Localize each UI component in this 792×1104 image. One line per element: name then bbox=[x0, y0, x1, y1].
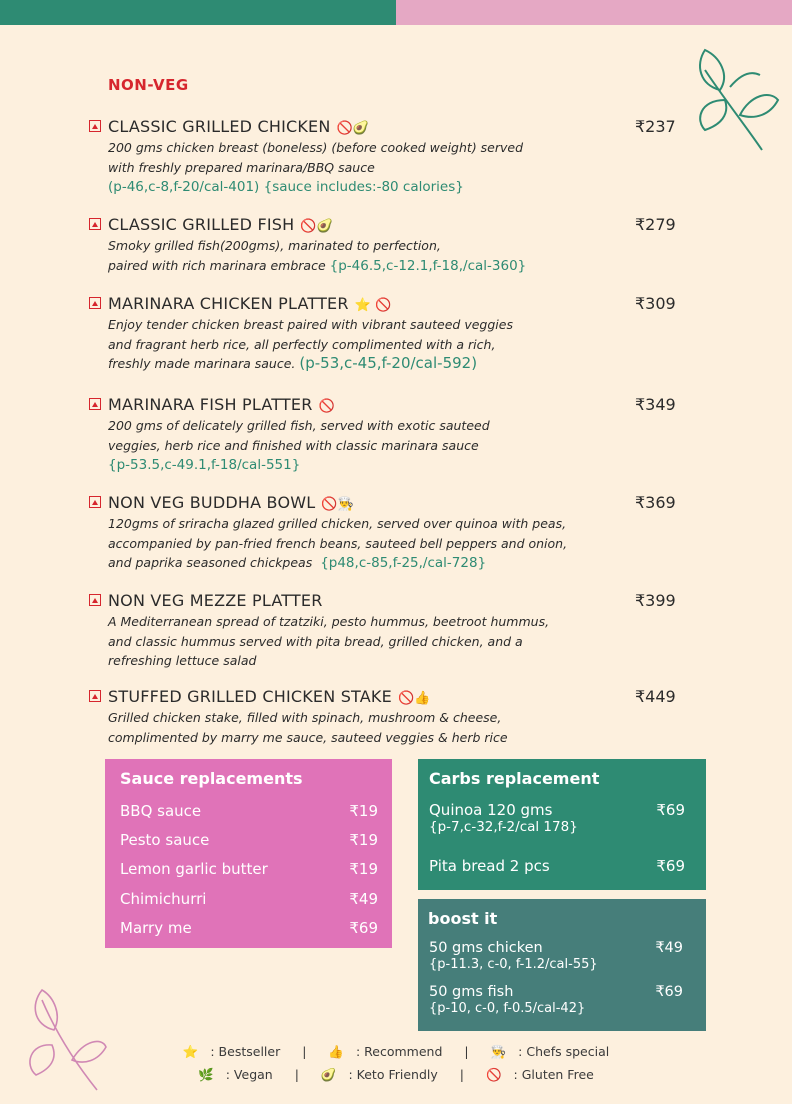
top-bar-green bbox=[0, 0, 396, 25]
non-veg-marker-icon bbox=[89, 398, 101, 410]
sauce-row: Pesto sauce ₹19 bbox=[120, 831, 378, 849]
sauce-row: Chimichurri ₹49 bbox=[120, 890, 378, 908]
non-veg-marker-icon bbox=[89, 496, 101, 508]
item-name: MARINARA CHICKEN PLATTER bbox=[108, 294, 349, 313]
leaf-top-right-icon bbox=[690, 45, 782, 155]
item-description: 120gms of sriracha glazed grilled chicken, served over quinoa with peas, accompanied by pan-fried french beans, sauteed bell peppers and onion, and paprika seasoned chickpeas {p48,c-85,f-25,/cal-728} bbox=[108, 516, 568, 571]
avocado-icon: 🥑 bbox=[320, 1067, 337, 1082]
item-nutrition: {p-46.5,c-12.1,f-18,/cal-360} bbox=[329, 257, 527, 274]
section-title: NON-VEG bbox=[108, 76, 189, 94]
item-name: STUFFED GRILLED CHICKEN STAKE bbox=[108, 687, 392, 706]
boost-it-box bbox=[418, 899, 706, 1031]
item-description: Smoky grilled fish(200gms), marinated to perfection, paired with rich marinara embrace {p-46.5,c-12.1,f-18,/cal-360} bbox=[108, 238, 527, 274]
box-title: Sauce replacements bbox=[120, 769, 303, 788]
legend-separator: | bbox=[302, 1044, 307, 1059]
menu-item bbox=[89, 687, 689, 747]
non-veg-marker-icon bbox=[89, 218, 101, 230]
legend-line-1 bbox=[0, 1044, 792, 1060]
item-price: ₹399 bbox=[635, 591, 676, 610]
item-name: MARINARA FISH PLATTER bbox=[108, 395, 313, 414]
legend-line-2 bbox=[0, 1067, 792, 1083]
boost-row: 50 gms fish {p-10, c-0, f-0.5/cal-42} ₹69 bbox=[429, 984, 683, 1016]
item-price: ₹237 bbox=[635, 117, 676, 136]
carbs-row: Pita bread 2 pcs ₹69 bbox=[429, 857, 685, 875]
top-bar-pink bbox=[396, 0, 792, 25]
sauce-row: Marry me ₹69 bbox=[120, 919, 378, 937]
leaf-icon: 🌿 bbox=[198, 1067, 214, 1082]
menu-item bbox=[89, 117, 689, 197]
legend-chefs-special: 👨‍🍳 : Chefs special bbox=[490, 1044, 610, 1059]
star-icon: ⭐ bbox=[182, 1044, 199, 1059]
menu-item bbox=[89, 215, 689, 276]
item-icons: 🚫👨‍🍳 bbox=[321, 497, 355, 512]
item-nutrition: {p-53.5,c-49.1,f-18/cal-551} bbox=[108, 457, 301, 473]
item-description: A Mediterranean spread of tzatziki, pesto hummus, beetroot hummus, and classic hummus served with pita bread, grilled chicken, and a refreshing lettuce salad bbox=[108, 614, 550, 668]
carbs-row: Quinoa 120 gms {p-7,c-32,f-2/cal 178} ₹69 bbox=[429, 801, 685, 835]
sauce-row: Lemon garlic butter ₹19 bbox=[120, 860, 378, 878]
item-name: NON VEG BUDDHA BOWL bbox=[108, 493, 316, 512]
thumbs-up-icon: 👍 bbox=[328, 1044, 344, 1059]
gluten-free-icon: 🚫 bbox=[485, 1067, 502, 1082]
box-title: Carbs replacement bbox=[429, 769, 600, 788]
item-price: ₹369 bbox=[635, 493, 676, 512]
non-veg-marker-icon bbox=[89, 297, 101, 309]
item-icons: 🚫 bbox=[318, 399, 335, 414]
legend-separator: | bbox=[459, 1067, 464, 1082]
legend-recommend: 👍 : Recommend bbox=[328, 1044, 443, 1059]
item-icons: 🚫👍 bbox=[397, 691, 431, 706]
menu-item bbox=[89, 591, 689, 671]
sauce-row: BBQ sauce ₹19 bbox=[120, 802, 378, 820]
item-description: 200 gms chicken breast (boneless) (before cooked weight) served with freshly prepared marinara/BBQ sauce bbox=[108, 140, 524, 175]
item-icons: ⭐ 🚫 bbox=[354, 298, 392, 313]
item-icons: 🚫🥑 bbox=[336, 121, 370, 136]
legend-gluten-free: 🚫 : Gluten Free bbox=[485, 1067, 594, 1082]
legend-separator: | bbox=[294, 1067, 299, 1082]
chef-icon: 👨‍🍳 bbox=[490, 1044, 507, 1059]
legend-vegan: 🌿 : Vegan bbox=[198, 1067, 273, 1082]
item-description: Enjoy tender chicken breast paired with vibrant sauteed veggies and fragrant herb rice, all perfectly complimented with a rich, freshly made marinara sauce. (p-53,c-45,f-20/cal-592) bbox=[108, 317, 513, 372]
item-icons: 🚫🥑 bbox=[300, 219, 334, 234]
menu-item bbox=[89, 493, 689, 574]
item-price: ₹349 bbox=[635, 395, 676, 414]
item-price: ₹449 bbox=[635, 687, 676, 706]
item-description: 200 gms of delicately grilled fish, served with exotic sauteed veggies, herb rice and finished with classic marinara sauce bbox=[108, 418, 490, 453]
item-nutrition: (p-46,c-8,f-20/cal-401) {sauce includes:-80 calories} bbox=[108, 179, 464, 195]
non-veg-marker-icon bbox=[89, 594, 101, 606]
non-veg-marker-icon bbox=[89, 120, 101, 132]
carbs-replacement-box bbox=[418, 759, 706, 890]
sauce-replacements-box bbox=[105, 759, 392, 948]
item-nutrition: {p48,c-85,f-25,/cal-728} bbox=[320, 555, 487, 571]
item-nutrition: (p-53,c-45,f-20/cal-592) bbox=[299, 354, 478, 372]
menu-item bbox=[89, 395, 689, 475]
non-veg-marker-icon bbox=[89, 690, 101, 702]
item-name: CLASSIC GRILLED FISH bbox=[108, 215, 295, 234]
legend-keto: 🥑 : Keto Friendly bbox=[320, 1067, 438, 1082]
item-name: CLASSIC GRILLED CHICKEN bbox=[108, 117, 331, 136]
item-price: ₹279 bbox=[635, 215, 676, 234]
item-price: ₹309 bbox=[635, 294, 676, 313]
legend-separator: | bbox=[464, 1044, 469, 1059]
boost-row: 50 gms chicken {p-11.3, c-0, f-1.2/cal-55} ₹49 bbox=[429, 940, 683, 972]
item-description: Grilled chicken stake, filled with spinach, mushroom & cheese, complimented by marry me sauce, sauteed veggies & herb rice bbox=[108, 710, 508, 745]
menu-item bbox=[89, 294, 689, 374]
item-name: NON VEG MEZZE PLATTER bbox=[108, 591, 323, 610]
box-title: boost it bbox=[428, 909, 498, 928]
legend-bestseller: ⭐ : Bestseller bbox=[182, 1044, 281, 1059]
